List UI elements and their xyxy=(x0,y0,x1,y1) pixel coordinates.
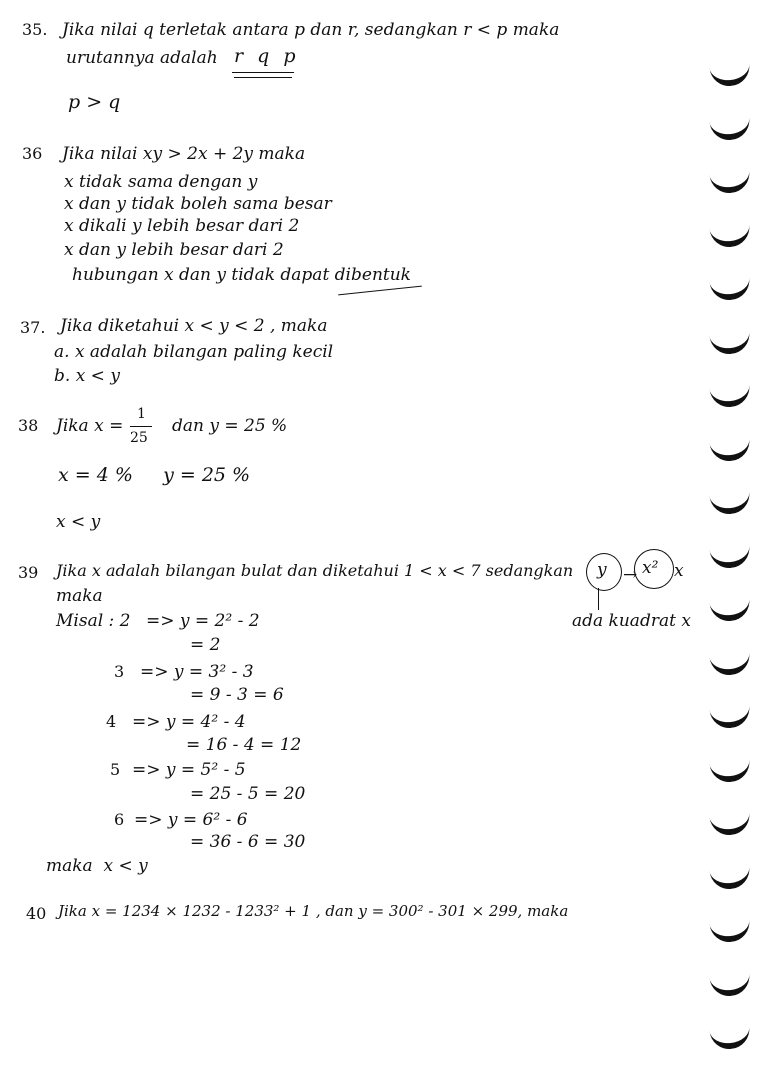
binding-ring xyxy=(709,377,752,409)
q36-option-5-underline xyxy=(338,286,422,296)
q39-conclusion: maka x < y xyxy=(46,856,148,876)
q36-option-3: x dikali y lebih besar dari 2 xyxy=(64,216,300,236)
q39-after-circle: x xyxy=(674,561,684,581)
q39-line1: Jika x adalah bilangan bulat dan diketahui 1 < x < 7 sedangkan xyxy=(56,561,574,580)
q38-line1-pre: Jika x = xyxy=(56,416,124,436)
q39-step5-lhs: => y = 6² - 6 xyxy=(134,810,248,830)
binding-ring xyxy=(709,698,752,730)
q39-step2-rhs: = 9 - 3 = 6 xyxy=(190,685,284,705)
binding-ring xyxy=(709,751,752,783)
q39-line2: maka xyxy=(56,586,103,606)
q37-option-b: b. x < y xyxy=(54,366,120,386)
q40-line1: Jika x = 1234 × 1232 - 1233² + 1 , dan y = 300² - 301 × 299, maka xyxy=(58,902,569,920)
q39-note-pointer xyxy=(598,588,599,610)
binding-ring xyxy=(709,56,752,88)
binding-ring xyxy=(709,323,752,355)
q35-result: p > q xyxy=(68,91,121,113)
q39-step5-rhs: = 36 - 6 = 30 xyxy=(190,832,306,852)
binding-ring xyxy=(709,430,752,462)
q39-step2-lhs: => y = 3² - 3 xyxy=(140,662,254,682)
q35-line2: urutannya adalah xyxy=(66,48,218,68)
q39-step1-rhs: = 2 xyxy=(190,635,221,655)
binding-ring xyxy=(709,163,752,195)
q35-answer: r q p xyxy=(234,45,300,67)
q38-fraction-denominator: 25 xyxy=(130,430,148,446)
spiral-binding xyxy=(710,58,754,1075)
q35-answer-underline-1 xyxy=(232,72,294,73)
binding-ring xyxy=(709,109,752,141)
binding-ring xyxy=(709,644,752,676)
q38-line2: x = 4 % y = 25 % xyxy=(58,464,251,486)
q36-line1: Jika nilai xy > 2x + 2y maka xyxy=(62,144,306,164)
q35-line1: Jika nilai q terletak antara p dan r, sedangkan r < p maka xyxy=(62,20,560,40)
q37-option-a: a. x adalah bilangan paling kecil xyxy=(54,342,334,362)
binding-ring xyxy=(709,270,752,302)
q39-number: 39 xyxy=(18,563,39,582)
q37-line1: Jika diketahui x < y < 2 , maka xyxy=(60,316,328,336)
q39-step2-label: 3 xyxy=(114,662,125,681)
binding-ring xyxy=(709,216,752,248)
q36-option-2: x dan y tidak boleh sama besar xyxy=(64,194,332,214)
q38-fraction-numerator: 1 xyxy=(137,406,146,422)
binding-ring xyxy=(709,858,752,890)
binding-ring xyxy=(709,537,752,569)
q39-circle-arrow: → xyxy=(623,565,638,585)
q35-answer-underline-2 xyxy=(234,77,292,78)
q38-result: x < y xyxy=(56,512,101,532)
q39-step5-label: 6 xyxy=(114,810,125,829)
q38-number: 38 xyxy=(18,416,39,435)
q39-step3-rhs: = 16 - 4 = 12 xyxy=(186,735,302,755)
q38-line1-post: dan y = 25 % xyxy=(172,416,288,436)
binding-ring xyxy=(709,591,752,623)
q39-misal: Misal : 2 xyxy=(56,611,131,631)
q39-step3-label: 4 xyxy=(106,712,117,731)
binding-ring xyxy=(709,912,752,944)
q36-option-4: x dan y lebih besar dari 2 xyxy=(64,240,284,260)
q36-option-5: hubungan x dan y tidak dapat dibentuk xyxy=(72,265,411,285)
q39-step4-label: 5 xyxy=(110,760,121,779)
q39-circle-y-text: y xyxy=(597,560,607,580)
q40-number: 40 xyxy=(26,904,47,923)
binding-ring xyxy=(709,805,752,837)
q39-step4-lhs: => y = 5² - 5 xyxy=(132,760,246,780)
q36-number: 36 xyxy=(22,144,43,163)
q36-option-1: x tidak sama dengan y xyxy=(64,172,258,192)
q39-circle-x2-text: x² xyxy=(642,558,659,578)
binding-ring xyxy=(709,484,752,516)
binding-ring xyxy=(709,965,752,997)
q35-number: 35. xyxy=(22,20,48,39)
q39-note: ada kuadrat x xyxy=(572,611,691,631)
q39-step1-lhs: => y = 2² - 2 xyxy=(146,611,260,631)
q39-step4-rhs: = 25 - 5 = 20 xyxy=(190,784,306,804)
q38-fraction-bar xyxy=(130,426,152,427)
q37-number: 37. xyxy=(20,318,46,337)
q39-step3-lhs: => y = 4² - 4 xyxy=(132,712,246,732)
